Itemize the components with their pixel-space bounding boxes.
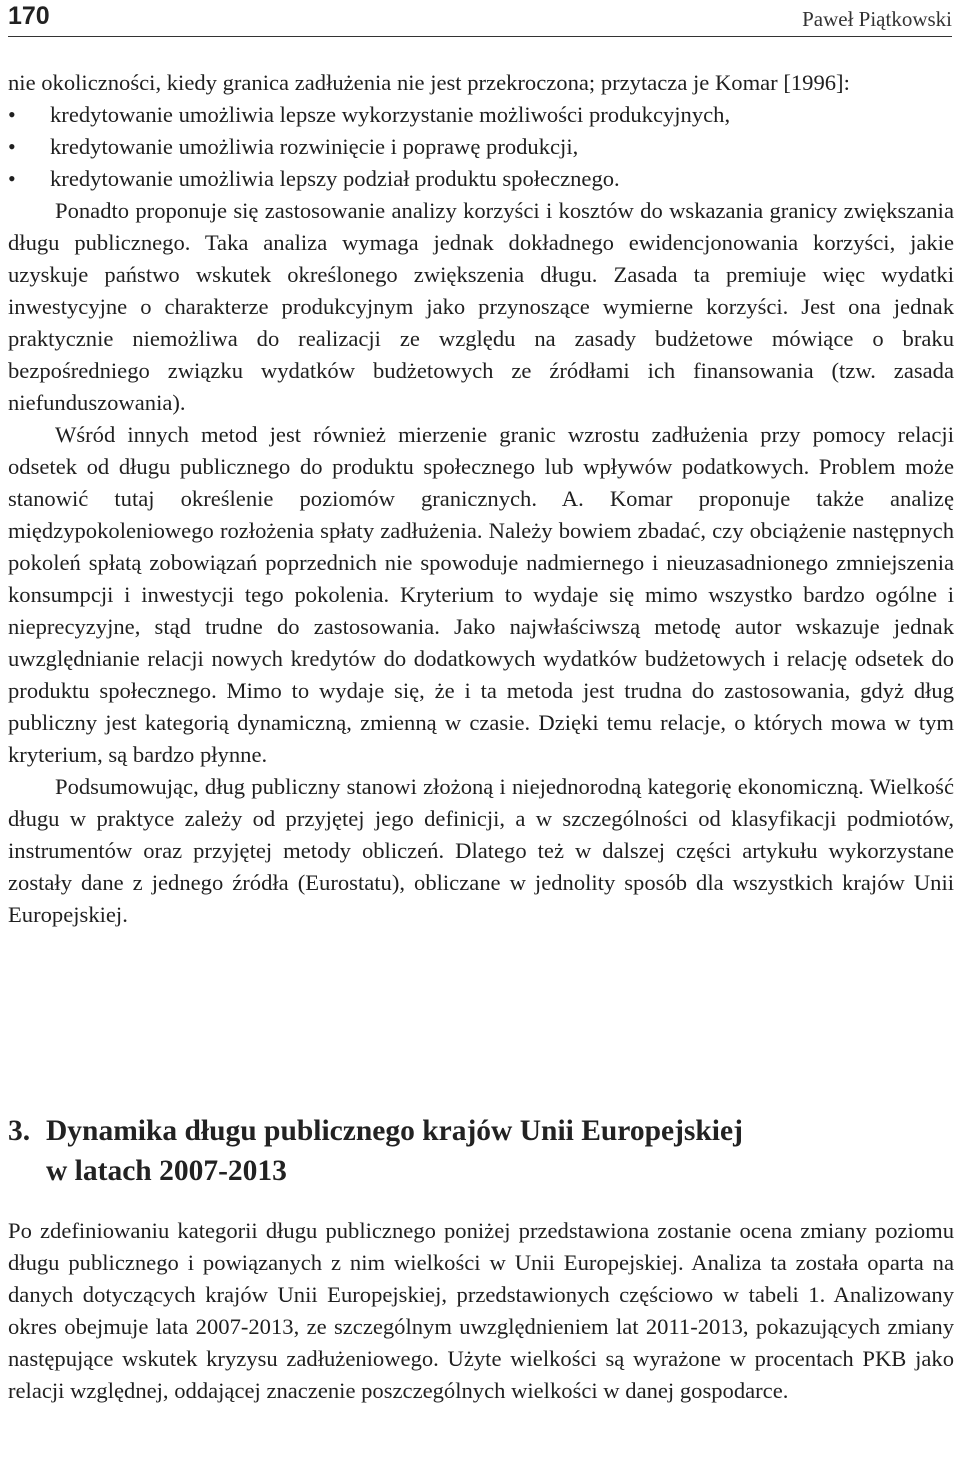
bullet-item: • kredytowanie umożliwia lepszy podział produktu społecznego. (8, 163, 954, 195)
page-number: 170 (8, 2, 50, 30)
bullet-item: • kredytowanie umożliwia rozwinięcie i poprawę produkcji, (8, 131, 954, 163)
bullet-list (8, 99, 954, 195)
paragraph: Wśród innych metod jest również mierzenie granic wzrostu zadłużenia przy pomocy relacji odsetek od długu publicznego do produktu społecznego lub wpływów podatkowych. Problem może stanowić tutaj określenie poziomów granicznych. A. Komar proponuje także analizę międzypokoleniowego rozłożenia spłaty zadłużenia. Należy bowiem zbadać, czy obciążenie następnych pokoleń spłatą zobowiązań poprzednich nie spowoduje nadmiernego i nieuzasadnionego zmniejszenia konsumpcji i inwestycji tego pokolenia. Kryterium to wydaje się mimo wszystko bardzo ogólne i nieprecyzyjne, stąd trudne do zastosowania. Jako najwłaściwszą metodę autor wskazuje jednak uwzględnianie relacji nowych kredytów do dodatkowych wydatków budżetowych i relację odsetek do produktu społecznego. Mimo to wydaje się, że i ta metoda jest trudna do zastosowania, gdyż dług publiczny jest kategorią dynamiczną, zmienną w czasie. Dzięki temu relacje, o których mowa w tym kryterium, są bardzo płynne. (8, 422, 954, 767)
paragraph: Podsumowując, dług publiczny stanowi złożoną i niejednorodną kategorię ekonomiczną. Wielkość długu w praktyce zależy od przyjętej jego definicji, a w szczególności od klasyfikacji podmiotów, instrumentów oraz przyjętej metody obliczeń. Dlatego też w dalszej części artykułu wykorzystane zostały dane z jednego źródła (Eurostatu), obliczane w jednolity sposób dla wszystkich krajów Unii Europejskiej. (8, 774, 954, 927)
body-text (8, 67, 954, 931)
section-body-text (8, 1215, 954, 1407)
section-number: 3. (8, 1115, 31, 1147)
section-paragraph: Po zdefiniowaniu kategorii długu publicznego poniżej przedstawiona zostanie ocena zmiany poziomu długu publicznego i powiązanych z nim wielkości w Unii Europejskiej. Analiza ta została oparta na danych dotyczących krajów Unii Europejskiej, przedstawionych częściowo w tabeli 1. Analizowany okres obejmuje lata 2007-2013, ze szczególnym uwzględnieniem lat 2011-2013, pokazujących zmiany następujące wskutek kryzysu zadłużeniowego. Użyte wielkości są wyrażone w procentach PKB jako relacji względnej, oddającej znaczenie poszczególnych wielkości w danej gospodarce. (8, 1218, 954, 1403)
intro-paragraph: nie okoliczności, kiedy granica zadłużenia nie jest przekroczona; przytacza je Komar [1996]: (8, 70, 850, 95)
section-title-part-1: Dynamika długu publicznego krajów Unii Europejskiej (46, 1115, 743, 1147)
paragraph: Ponadto proponuje się zastosowanie analizy korzyści i kosztów do wskazania granicy zwiększania długu publicznego. Taka analiza wymaga jednak dokładnego ewidencjonowania korzyści, jakie uzyskuje państwo wskutek określonego zwiększenia długu. Zasada ta premiuje więc wydatki inwestycyjne o charakterze produkcyjnym jako przynoszące wymierne korzyści. Jest ona jednak praktycznie niemożliwa do realizacji ze względu na zasady budżetowe mówiące o braku bezpośredniego związku wydatków budżetowych ze źródłami ich finansowania (tzw. zasada niefunduszowania). (8, 198, 954, 415)
bullet-item: • kredytowanie umożliwia lepsze wykorzystanie możliwości produkcyjnych, (8, 99, 954, 131)
section-heading-line-1 (8, 1111, 954, 1151)
page-header (8, 0, 952, 37)
section-title-part-2: w latach 2007-2013 (46, 1155, 287, 1187)
author-running-head: Paweł Piątkowski (802, 7, 952, 31)
section-heading (8, 1111, 954, 1191)
